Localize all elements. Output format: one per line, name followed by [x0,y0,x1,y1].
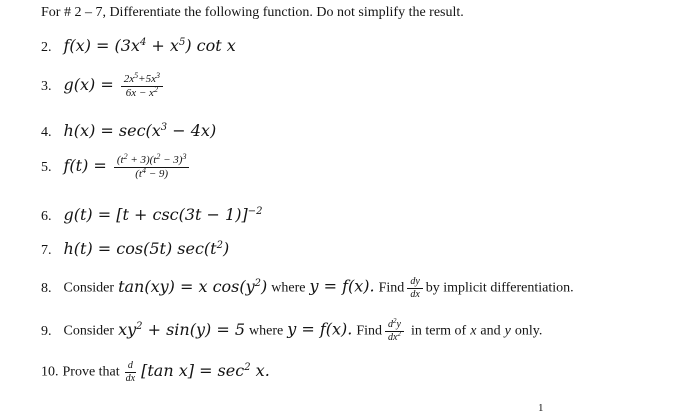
fraction: $\frac{(t^2 + 3)(t^2 - 3)^3}{(t^4 - 9)}$ [114,154,190,180]
problem-7 [41,239,229,259]
problem-10: 10. Prove that $\frac{d}{dx}$ [tan $x] = \sec^2 x$. [41,360,270,384]
problem-number: 8. [41,280,52,296]
second-derivative-fraction: $\frac{d^2y}{dx^2}$ [385,319,404,343]
derivative-fraction: $\frac{dy}{dx}$ [407,276,422,300]
expression: [tan $x] = \sec^2 x$. [141,360,270,380]
expression: $f(x) = (3x^4 + x^5)$ cot x [63,36,236,55]
equation: tan(xy) = x $\cos(y^2)$ [118,276,268,296]
problem-number: 7. [41,243,52,258]
problem-number: 4. [41,125,52,140]
problem-9: 9. Consider $xy^2 + \sin(y) = 5$ where y = f(x). Find $\frac{d^2y}{dx^2}$ in term of x and y only. [41,317,543,343]
problem-6 [41,205,262,225]
problem-4 [41,121,216,141]
expression-lhs: g(x) = [63,74,114,94]
fraction: $\frac{2x^5+5x^3}{6x - x^2}$ [121,73,163,99]
expression: $g(t) = [t + \csc(3t - 1)]^{-2}$ [63,205,263,224]
problem-number: 3. [41,78,52,94]
problem-5 [41,154,192,180]
problem-number: 5. [41,159,52,175]
problem-number: 6. [41,209,52,224]
problem-number: 10. [41,364,59,380]
problem-number: 2. [41,40,52,55]
expression: $h(x) = \sec(x^3 - 4x)$ [63,121,217,140]
expression: h(t) = cos(5t) $\sec(t^2)$ [63,239,230,258]
problem-8: 8. Consider tan(xy) = x $\cos(y^2)$ where y = f(x). Find $\frac{dy}{dx}$ by implicit differentiation. [41,276,574,300]
derivative-operator: $\frac{d}{dx}$ [125,360,136,384]
expression-lhs: f(t) = [63,155,107,175]
cut-off-line [0,404,700,418]
problem-2 [41,36,236,56]
page-number: 1 [538,404,544,414]
instruction: For # 2 – 7, Differentiate the following function. Do not simplify the result. [41,5,464,20]
equation: $xy^2 + \sin(y) = 5$ [118,319,245,339]
problem-number: 9. [41,323,52,339]
problem-3 [41,73,166,99]
